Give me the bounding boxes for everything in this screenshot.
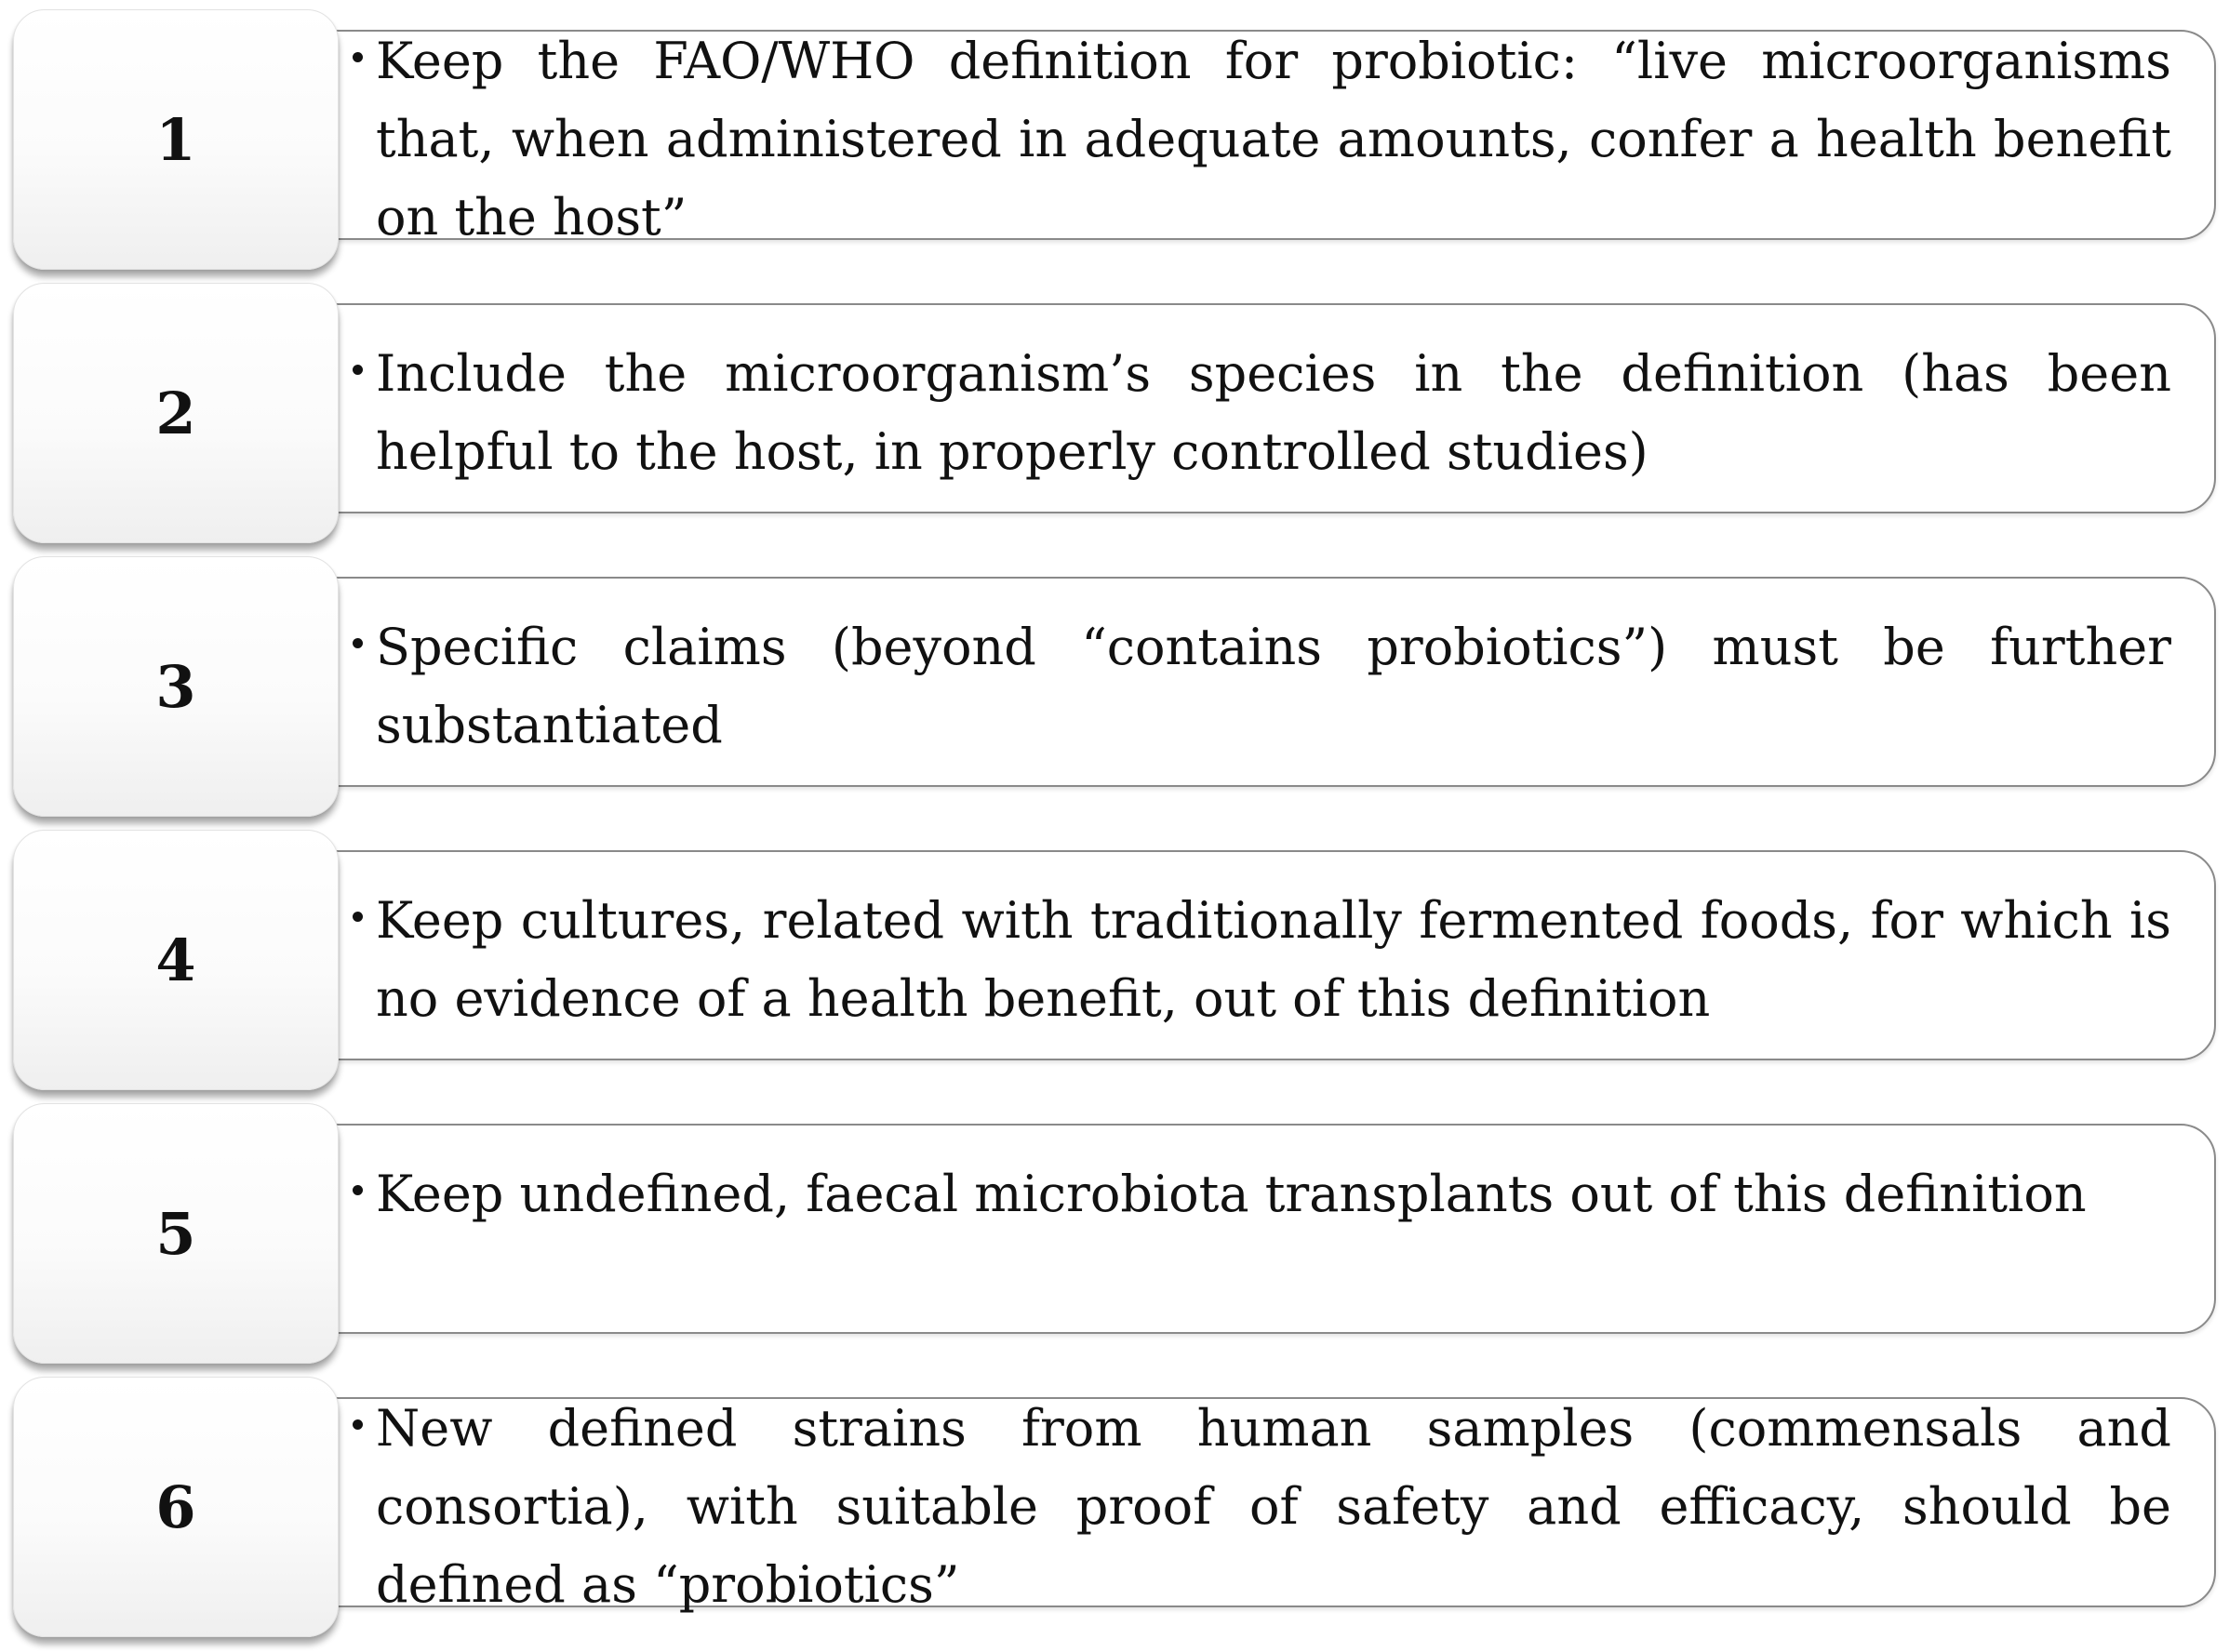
list-item (0, 1377, 2229, 1650)
number-badge (13, 9, 339, 270)
item-text: Keep cultures, related with traditionally fermented foods, for which is no evidence of a health benefit, out of this definition (376, 891, 2171, 1028)
list-item (0, 830, 2229, 1103)
bullet-icon (353, 52, 363, 62)
item-text-wrapper (376, 335, 2171, 491)
item-text: Specific claims (beyond “contains probiotics”) must be further substantiated (376, 618, 2171, 754)
item-text: Keep undefined, faecal microbiota transplants out of this definition (376, 1165, 2087, 1223)
number-badge (13, 830, 339, 1090)
item-text: New defined strains from human samples (commensals and consortia), with suitable proof of safety and efficacy, should be defined as “probiotics” (376, 1399, 2171, 1614)
item-number: 2 (155, 379, 196, 447)
number-badge (13, 283, 339, 543)
item-text: Include the microorganism’s species in the definition (has been helpful to the host, in properly controlled studies) (376, 344, 2171, 481)
item-number: 1 (155, 105, 196, 174)
item-number: 4 (155, 926, 196, 994)
bullet-icon (353, 1185, 363, 1195)
item-body (376, 335, 2171, 491)
number-badge (13, 1377, 339, 1637)
item-text-wrapper (376, 882, 2171, 1038)
bullet-icon (353, 638, 363, 648)
item-text: Keep the FAO/WHO definition for probiotic: “live microorganisms that, when administered in adequate amounts, confer a health benefit on the host” (376, 32, 2171, 246)
item-text-wrapper (376, 22, 2171, 257)
number-badge (13, 556, 339, 817)
item-body (376, 1390, 2171, 1624)
item-body (376, 22, 2171, 257)
item-number: 5 (155, 1199, 196, 1268)
item-body (376, 1155, 2171, 1233)
bullet-icon (353, 365, 363, 375)
list-item (0, 556, 2229, 830)
item-body (376, 608, 2171, 765)
number-badge (13, 1103, 339, 1364)
list-item (0, 283, 2229, 556)
list-item (0, 1103, 2229, 1377)
item-text-wrapper (376, 1390, 2171, 1624)
item-number: 3 (155, 652, 196, 721)
item-number: 6 (155, 1472, 196, 1541)
item-text-wrapper (376, 1155, 2171, 1233)
bullet-icon (353, 1419, 363, 1430)
item-text-wrapper (376, 608, 2171, 765)
list-item (0, 9, 2229, 283)
bullet-icon (353, 912, 363, 922)
item-body (376, 882, 2171, 1038)
